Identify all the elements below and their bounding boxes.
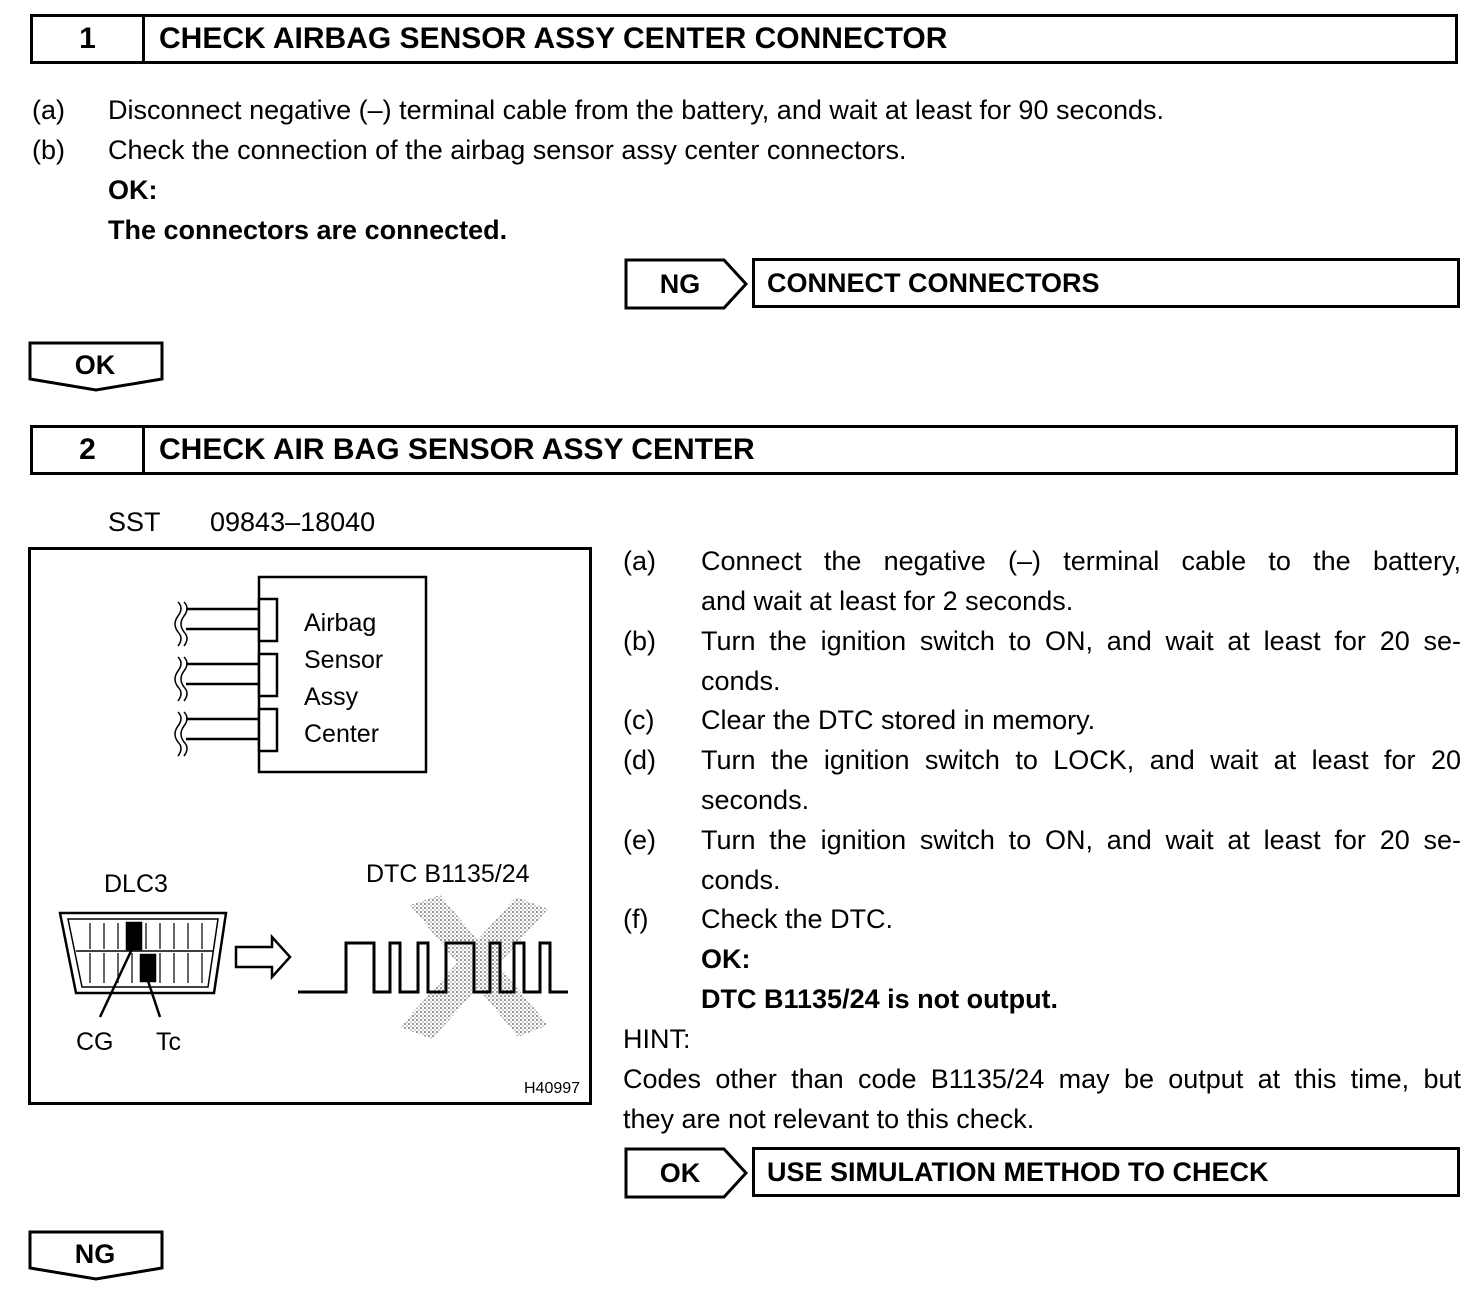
step-2-item-a-line-1: Connect the negative (–) terminal cable to the battery, <box>701 546 1461 576</box>
step-2-item-b-line-1: Turn the ignition switch to ON, and wait at least for 20 se- <box>701 626 1461 656</box>
ng-flow-label: NG <box>659 268 701 299</box>
component-label-line-4: Center <box>304 720 380 748</box>
step-2-item-a-line-2: and wait at least for 2 seconds. <box>701 586 1074 616</box>
hint-line-1: Codes other than code B1135/24 may be output at this time, but <box>623 1064 1461 1094</box>
step-2-ok-label: OK: <box>701 944 751 974</box>
step-1-ok-text: The connectors are connected. <box>108 215 508 245</box>
ng-result-box: CONNECT CONNECTORS <box>752 258 1460 308</box>
step-2-item-b-line-2: conds. <box>701 666 781 696</box>
dtc-label: DTC B1135/24 <box>366 860 530 888</box>
step-2-header <box>30 425 1458 475</box>
connector-1 <box>259 599 277 641</box>
step-2-item-e-label: (e) <box>623 825 656 855</box>
step-2-item-a-label: (a) <box>623 546 656 576</box>
connector-2 <box>259 654 277 696</box>
step-2-number: 2 <box>33 428 145 472</box>
step-1-item-b-text: Check the connection of the airbag sensor assy center connectors. <box>108 135 907 165</box>
step-2-item-d-label: (d) <box>623 745 656 775</box>
step-2-title: CHECK AIR BAG SENSOR ASSY CENTER <box>159 433 755 466</box>
step-2-next-label: NG <box>74 1238 116 1269</box>
ok-flow-label: OK <box>659 1157 701 1188</box>
dlc3-label: DLC3 <box>104 870 168 898</box>
hint-label: HINT: <box>623 1024 691 1054</box>
step-2-ok-text: DTC B1135/24 is not output. <box>701 984 1059 1014</box>
tc-label: Tc <box>156 1028 181 1056</box>
step-1-next-label: OK <box>74 349 116 380</box>
step-1-item-a-label: (a) <box>32 95 65 125</box>
sst-number: 09843–18040 <box>210 507 376 537</box>
step-2-item-b-label: (b) <box>623 626 656 656</box>
step-1-ok-label: OK: <box>108 175 158 205</box>
step-1-item-a-text: Disconnect negative (–) terminal cable from the battery, and wait at least for 90 seconds. <box>108 95 1165 125</box>
step-2-item-d-line-2: seconds. <box>701 785 810 815</box>
step-2-item-d-line-1: Turn the ignition switch to LOCK, and wait at least for 20 <box>701 745 1461 775</box>
step-1-title: CHECK AIRBAG SENSOR ASSY CENTER CONNECTOR <box>159 22 948 55</box>
component-label-line-2: Sensor <box>304 646 384 674</box>
step-1-header <box>30 14 1458 64</box>
step-2-item-c-line-1: Clear the DTC stored in memory. <box>701 705 1096 735</box>
cg-label: CG <box>76 1028 114 1056</box>
step-2-item-f-line-1: Check the DTC. <box>701 904 894 934</box>
step-1-number: 1 <box>33 17 145 61</box>
hint-line-2: they are not relevant to this check. <box>623 1104 1035 1134</box>
sst-label: SST <box>108 507 161 537</box>
diagram-figure <box>28 547 592 1105</box>
component-label-line-3: Assy <box>304 683 359 711</box>
step-2-item-e-line-2: conds. <box>701 865 781 895</box>
step-1-item-b-label: (b) <box>32 135 65 165</box>
figure-id: H40997 <box>524 1080 581 1097</box>
step-2-item-e-line-1: Turn the ignition switch to ON, and wait at least for 20 se- <box>701 825 1461 855</box>
connector-3 <box>259 709 277 751</box>
component-label-line-1: Airbag <box>304 609 377 637</box>
step-2-item-f-label: (f) <box>623 904 649 934</box>
step-2-item-c-label: (c) <box>623 705 655 735</box>
ok-result-box: USE SIMULATION METHOD TO CHECK <box>752 1147 1460 1197</box>
